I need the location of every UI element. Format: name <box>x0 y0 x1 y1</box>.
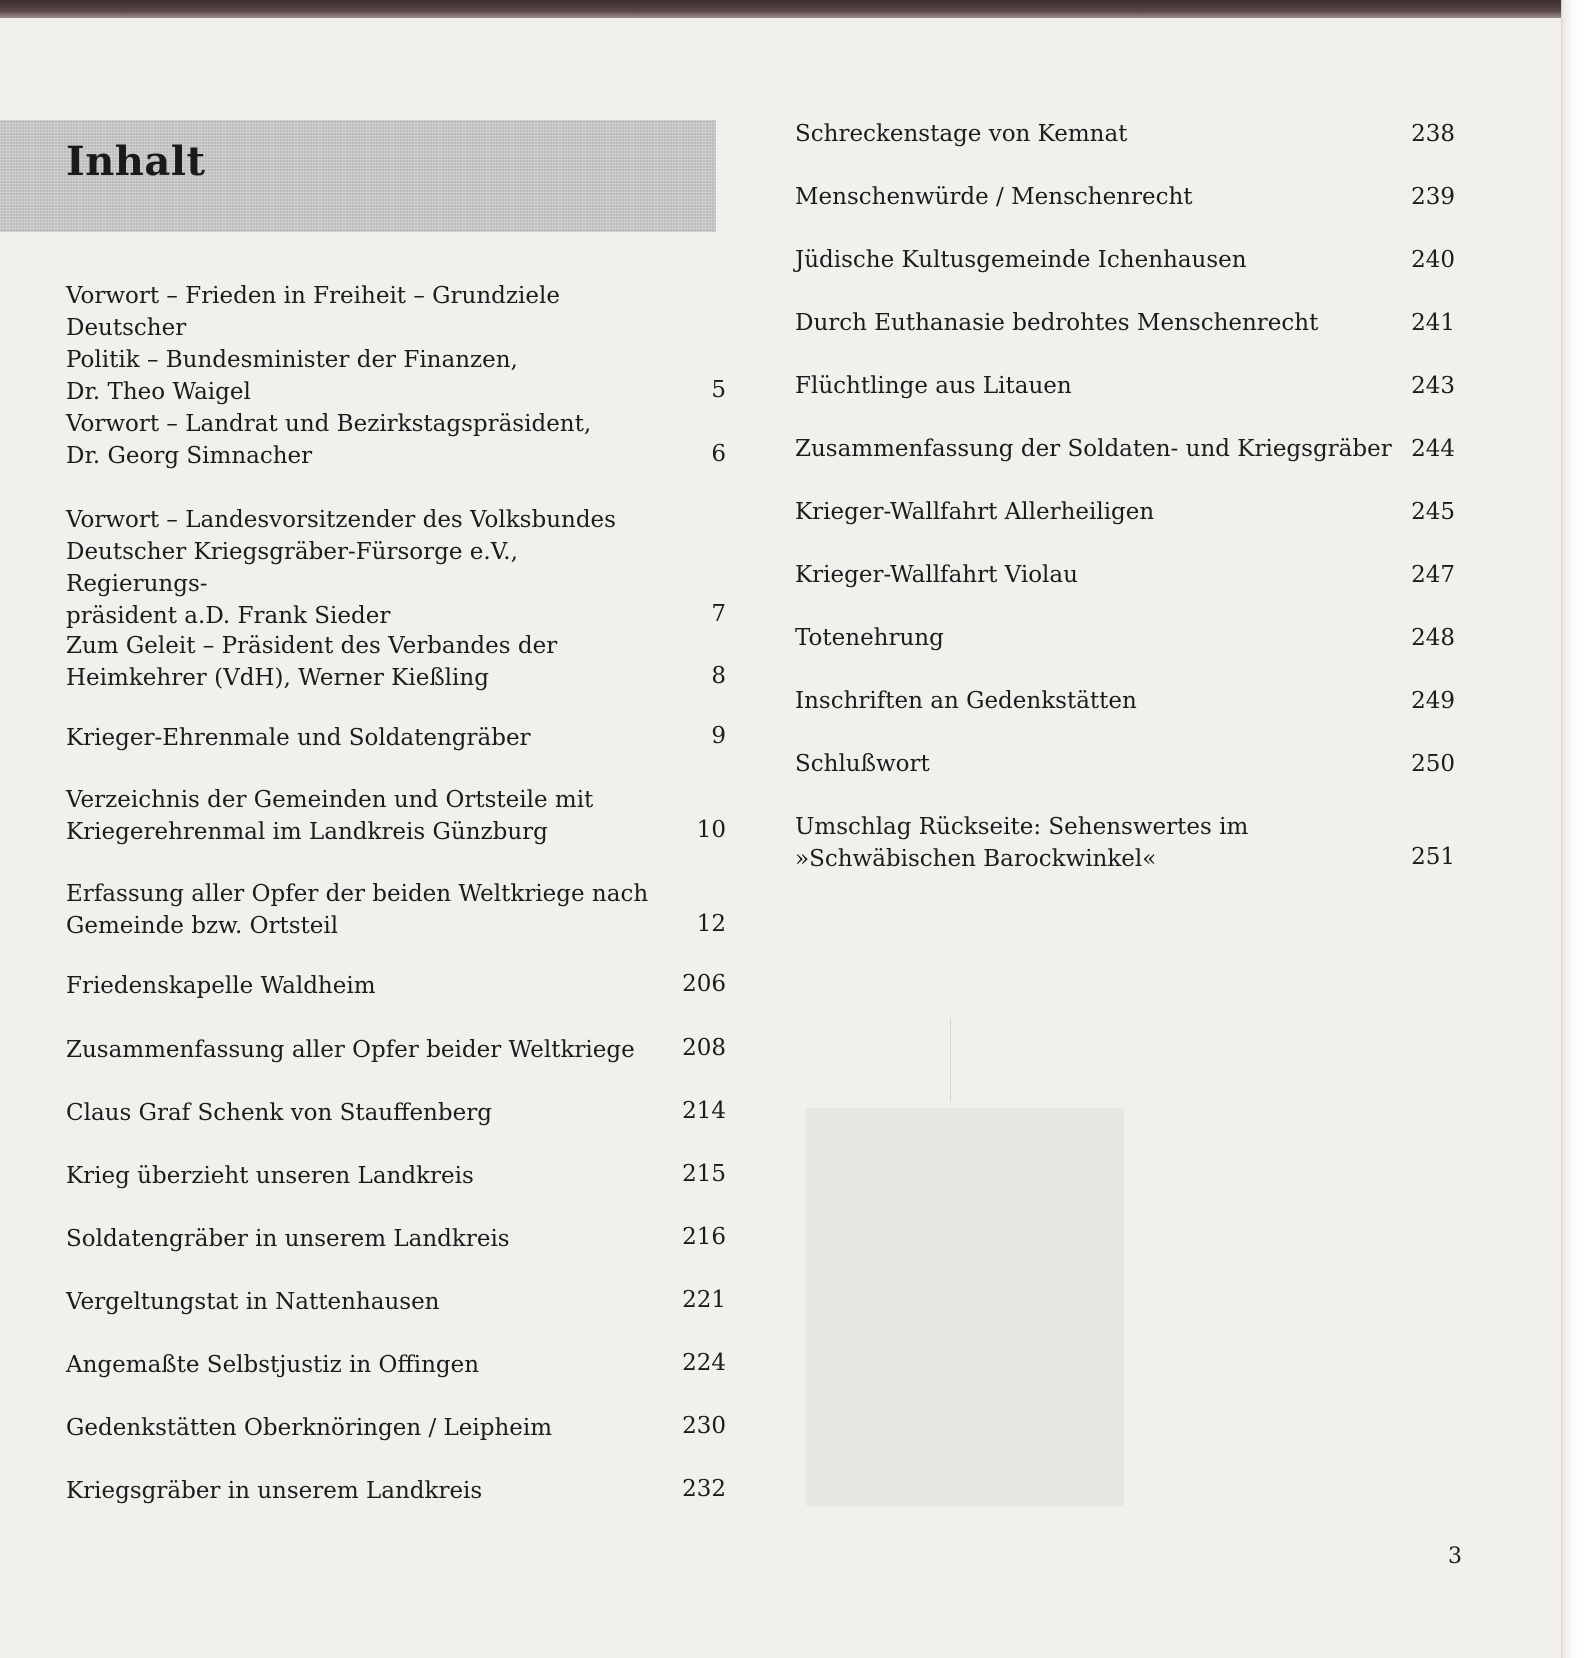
toc-entry-page: 245 <box>1411 499 1455 525</box>
toc-entry <box>66 722 726 754</box>
toc-entry-title: Gedenkstätten Oberknöringen / Leipheim <box>66 1415 553 1441</box>
toc-entry-title: Durch Euthanasie bedrohtes Menschenrecht <box>795 310 1319 336</box>
toc-entry <box>66 408 726 472</box>
toc-entry <box>795 622 1455 654</box>
toc-entry-page: 230 <box>682 1413 726 1439</box>
toc-entry-title: Totenehrung <box>795 625 944 651</box>
show-through-image-area <box>806 1108 1124 1506</box>
toc-entry-title: Zusammenfassung der Soldaten- und Kriegsgräber <box>795 436 1392 462</box>
toc-entry <box>795 433 1455 465</box>
toc-entry-title: Erfassung aller Opfer der beiden Weltkriege nach Gemeinde bzw. Ortsteil <box>66 881 649 939</box>
toc-entry-page: 215 <box>682 1161 726 1187</box>
toc-entry <box>795 370 1455 402</box>
toc-entry <box>795 685 1455 717</box>
toc-entry <box>795 811 1455 875</box>
toc-entry <box>795 496 1455 528</box>
toc-entry-title: Schlußwort <box>795 751 930 777</box>
toc-entry <box>795 118 1455 150</box>
page-right-edge <box>1561 0 1588 1658</box>
toc-entry-page: 240 <box>1411 247 1455 273</box>
toc-entry <box>66 878 726 942</box>
toc-entry-title: Zum Geleit – Präsident des Verbandes der Heimkehrer (VdH), Werner Kießling <box>66 633 558 691</box>
page-number: 3 <box>1448 1544 1462 1569</box>
toc-entry <box>795 559 1455 591</box>
toc-entry-title: Friedenskapelle Waldheim <box>66 973 376 999</box>
toc-entry-page: 8 <box>711 663 726 689</box>
toc-entry <box>66 1286 726 1318</box>
toc-entry-title: Krieger-Wallfahrt Violau <box>795 562 1078 588</box>
toc-entry-page: 10 <box>696 817 726 843</box>
toc-entry-page: 251 <box>1411 844 1455 870</box>
toc-entry-title: Vergeltungstat in Nattenhausen <box>66 1289 440 1315</box>
toc-entry-page: 221 <box>682 1287 726 1313</box>
page-title: Inhalt <box>66 138 206 185</box>
toc-entry <box>66 504 726 632</box>
toc-entry-title: Vorwort – Landrat und Bezirkstagspräsident, Dr. Georg Simnacher <box>66 411 592 469</box>
toc-entry <box>795 181 1455 213</box>
book-top-edge <box>0 0 1588 18</box>
toc-entry <box>66 1475 726 1507</box>
toc-entry-page: 6 <box>711 441 726 467</box>
toc-entry-page: 5 <box>711 377 726 403</box>
toc-entry-page: 224 <box>682 1350 726 1376</box>
toc-entry <box>66 784 726 848</box>
toc-entry-page: 241 <box>1411 310 1455 336</box>
toc-entry-title: Claus Graf Schenk von Stauffenberg <box>66 1100 492 1126</box>
toc-entry <box>66 1349 726 1381</box>
toc-entry-title: Menschenwürde / Menschenrecht <box>795 184 1193 210</box>
toc-entry <box>795 244 1455 276</box>
toc-entry-title: Flüchtlinge aus Litauen <box>795 373 1072 399</box>
toc-entry <box>795 748 1455 780</box>
toc-entry-page: 243 <box>1411 373 1455 399</box>
toc-entry-title: Umschlag Rückseite: Sehenswertes im »Schwäbischen Barockwinkel« <box>795 814 1249 872</box>
toc-entry-page: 250 <box>1411 751 1455 777</box>
toc-entry-page: 232 <box>682 1476 726 1502</box>
toc-entry <box>66 1223 726 1255</box>
toc-entry <box>66 280 726 408</box>
toc-entry-page: 208 <box>682 1035 726 1061</box>
toc-entry <box>66 1160 726 1192</box>
toc-entry <box>66 970 726 1002</box>
toc-entry-page: 239 <box>1411 184 1455 210</box>
toc-entry-page: 244 <box>1411 436 1455 462</box>
toc-entry-title: Krieger-Wallfahrt Allerheiligen <box>795 499 1155 525</box>
toc-entry-page: 216 <box>682 1224 726 1250</box>
toc-entry <box>795 307 1455 339</box>
toc-entry-page: 248 <box>1411 625 1455 651</box>
toc-entry <box>66 1097 726 1129</box>
toc-entry <box>66 630 726 694</box>
toc-entry-title: Angemaßte Selbstjustiz in Offingen <box>66 1352 480 1378</box>
toc-entry-title: Vorwort – Frieden in Freiheit – Grundziele Deutscher Politik – Bundesminister der Finanzen, Dr. Theo Waigel <box>66 283 560 405</box>
toc-entry-page: 7 <box>711 601 726 627</box>
toc-entry-page: 9 <box>711 723 726 749</box>
toc-entry-page: 12 <box>696 911 726 937</box>
toc-entry-title: Inschriften an Gedenkstätten <box>795 688 1137 714</box>
toc-entry-page: 247 <box>1411 562 1455 588</box>
toc-entry-page: 249 <box>1411 688 1455 714</box>
toc-entry <box>66 1412 726 1444</box>
toc-entry-title: Kriegsgräber in unserem Landkreis <box>66 1478 483 1504</box>
toc-entry-title: Jüdische Kultusgemeinde Ichenhausen <box>795 247 1247 273</box>
toc-entry-title: Verzeichnis der Gemeinden und Ortsteile mit Kriegerehrenmal im Landkreis Günzburg <box>66 787 594 845</box>
toc-entry-page: 214 <box>682 1098 726 1124</box>
show-through-line <box>950 1018 951 1102</box>
toc-entry-title: Schreckenstage von Kemnat <box>795 121 1128 147</box>
toc-entry-title: Vorwort – Landesvorsitzender des Volksbundes Deutscher Kriegsgräber-Fürsorge e.V., Regierungs- präsident a.D. Frank Sieder <box>66 507 616 629</box>
toc-entry-title: Krieg überzieht unseren Landkreis <box>66 1163 474 1189</box>
toc-entry-page: 206 <box>682 971 726 997</box>
toc-entry-title: Zusammenfassung aller Opfer beider Weltkriege <box>66 1037 635 1063</box>
toc-entry-title: Krieger-Ehrenmale und Soldatengräber <box>66 725 531 751</box>
toc-entry <box>66 1034 726 1066</box>
toc-entry-page: 238 <box>1411 121 1455 147</box>
toc-entry-title: Soldatengräber in unserem Landkreis <box>66 1226 510 1252</box>
